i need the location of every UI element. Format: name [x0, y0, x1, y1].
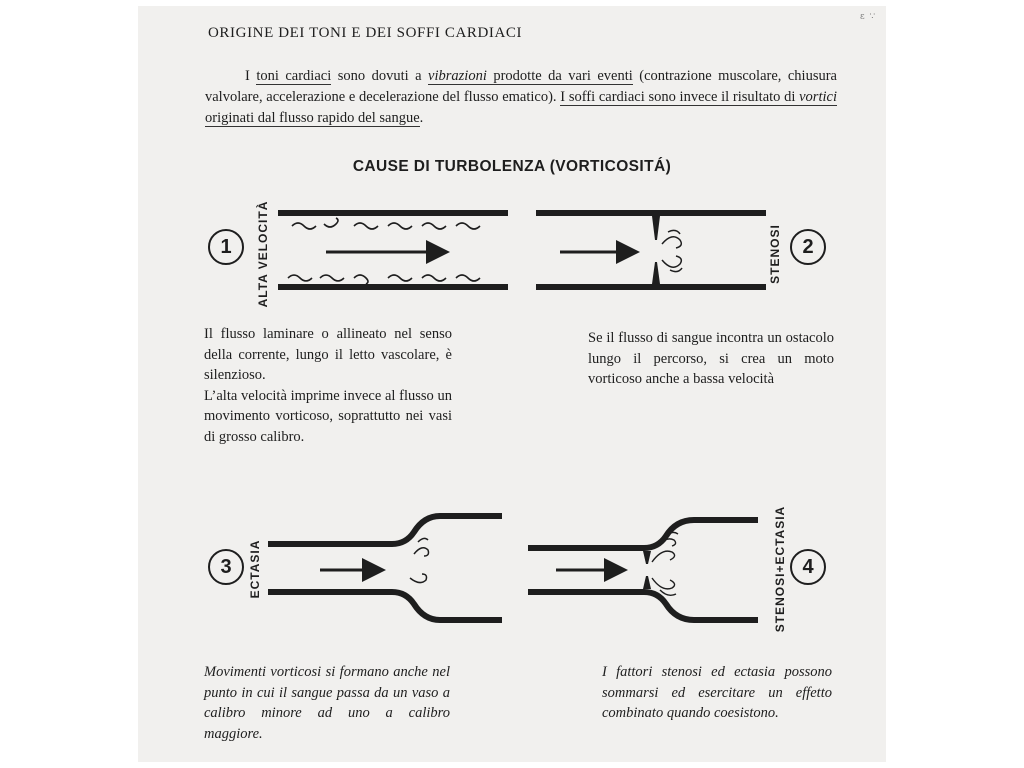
- corner-mark: ε ∵: [860, 12, 877, 22]
- panel-4-number-badge: 4: [790, 549, 826, 585]
- vessel-wall-bottom: [278, 284, 508, 290]
- caption-paragraph: I fattori stenosi ed ectasia possono sommarsi ed esercitare un effetto combinato quando coesistono.: [602, 664, 832, 721]
- vessel-wall-bottom: [528, 592, 758, 620]
- vortex-swirls-bottom: [288, 275, 480, 284]
- caption-paragraph: L’alta velocità imprime invece al flusso un movimento vorticoso, soprattutto nei vasi di grosso calibro.: [204, 387, 452, 445]
- caption-paragraph: Il flusso laminare o allineato nel senso della corrente, lungo il letto vascolare, è silenzioso.: [204, 326, 452, 383]
- stenosis-obstruction-bottom: [652, 262, 660, 284]
- intro-italic-term: vibrazioni: [428, 68, 487, 84]
- panel-3-label: ECTASIA: [248, 539, 262, 599]
- intro-italic-term: vortici: [799, 89, 837, 105]
- intro-text: (contrazione muscolare, chiusura valvolare, accelerazione e decelerazione del flusso ematico).: [205, 68, 837, 105]
- panel-2-diagram: [534, 204, 774, 298]
- panel-1-diagram: [276, 204, 516, 298]
- vessel-wall-bottom: [268, 592, 502, 620]
- intro-paragraph: [205, 66, 837, 129]
- panel-4-label: STENOSI+ECTASIA: [773, 505, 787, 633]
- intro-text: I: [245, 68, 257, 84]
- panel-4-diagram: [526, 506, 766, 636]
- panel-3-caption: [204, 662, 450, 744]
- vortex-swirls: [662, 230, 682, 271]
- stenosis-obstruction-top: [643, 551, 651, 564]
- intro-underlined-text: prodotte da vari eventi: [486, 68, 633, 84]
- stenosis-obstruction-bottom: [643, 576, 651, 589]
- panel-2-number-badge: 2: [790, 229, 826, 265]
- panel-1-label: ALTA VELOCITÀ: [256, 200, 270, 308]
- caption-paragraph: Se il flusso di sangue incontra un ostacolo lungo il percorso, si crea un moto vorticoso anche a bassa velocità: [588, 330, 834, 387]
- intro-underlined-text: originati dal flusso rapido del sangue: [205, 110, 420, 126]
- vessel-wall-top: [268, 516, 502, 544]
- vessel-wall-bottom: [536, 284, 766, 290]
- vessel-wall-top: [528, 520, 758, 548]
- stenosis-obstruction-top: [652, 216, 660, 240]
- vortex-swirls: [410, 538, 429, 582]
- intro-underlined-text: I soffi cardiaci sono invece il risultato di: [560, 89, 800, 105]
- vessel-wall-top: [278, 210, 508, 216]
- vortex-swirls-top: [292, 218, 480, 229]
- document-title: ORIGINE DEI TONI E DEI SOFFI CARDIACI: [208, 25, 523, 41]
- panel-2-label: STENOSI: [768, 224, 782, 284]
- panel-4-caption: [602, 662, 832, 724]
- section-heading: CAUSE DI TURBOLENZA (VORTICOSITÁ): [352, 158, 672, 175]
- document-page: [138, 6, 886, 762]
- caption-paragraph: Movimenti vorticosi si formano anche nel punto in cui il sangue passa da un vaso a calibro minore ad uno a calibro maggiore.: [204, 664, 450, 742]
- intro-underlined-text: toni cardiaci: [256, 68, 332, 84]
- intro-text: .: [419, 110, 424, 126]
- panel-1-caption: [204, 324, 452, 447]
- panel-1-number-badge: 1: [208, 229, 244, 265]
- vessel-wall-top: [536, 210, 766, 216]
- panel-3-number-badge: 3: [208, 549, 244, 585]
- intro-text: sono dovuti a: [331, 68, 429, 84]
- panel-3-diagram: [268, 506, 508, 636]
- panel-2-caption: [588, 328, 834, 390]
